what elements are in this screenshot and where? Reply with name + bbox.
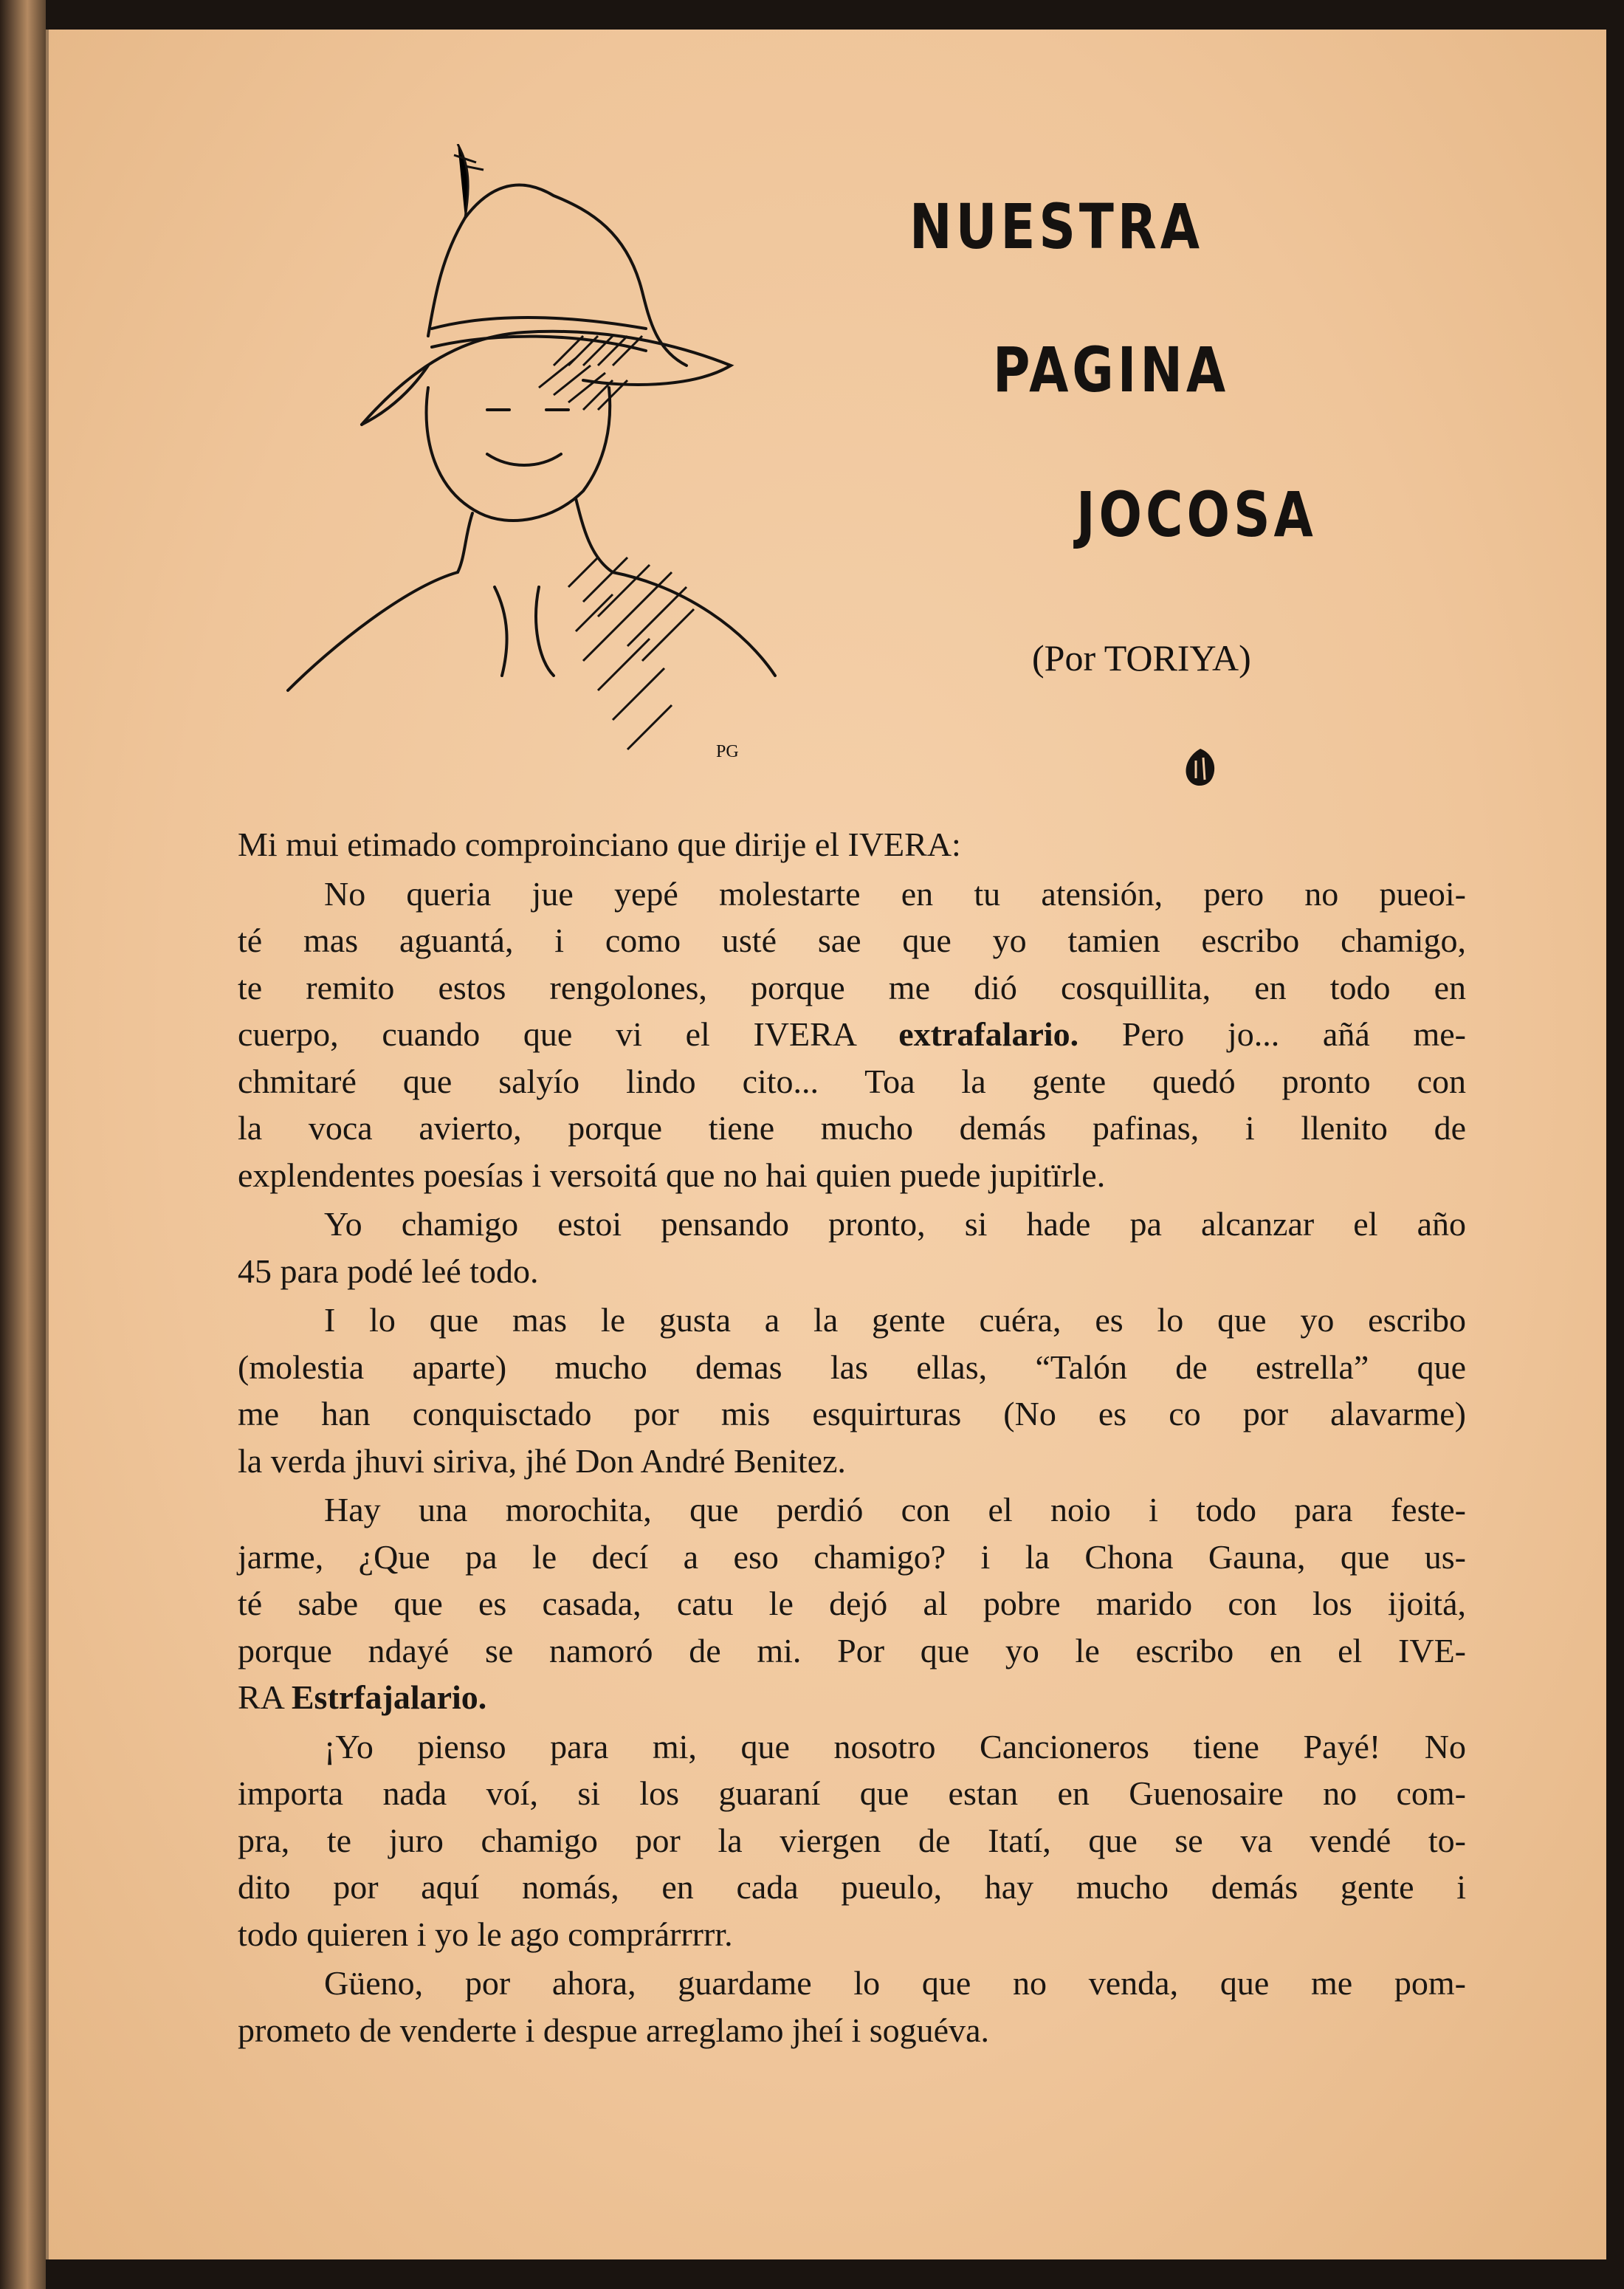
text-line: prometo de venderte i despue arreglamo jheí i soguéva. — [238, 2011, 990, 2049]
paragraph — [238, 1201, 1466, 1294]
text-line: No queria jue yepé molestarte en tu atensión, pero no pueoi- — [324, 874, 1466, 913]
text-line: la voca avierto, porque tiene mucho demás pafinas, i llenito de — [238, 1109, 1466, 1147]
title-line-1: NUESTRA — [909, 191, 1204, 263]
text-line: ¡Yo pienso para mi, que nosotro Cancioneros tiene Payé! No — [324, 1727, 1466, 1765]
author-byline: (Por TORIYA) — [1032, 637, 1251, 679]
paragraph — [238, 1486, 1466, 1721]
text-line: cuerpo, cuando que vi el IVERA extrafalario. Pero jo... añá me- — [238, 1015, 1466, 1053]
text-line: todo quieren i yo le ago comprárrrrr. — [238, 1915, 733, 1953]
text-line: 45 para podé leé todo. — [238, 1252, 539, 1290]
text-line: me han conquisctado por mis esquirturas (No es co por alavarme) — [238, 1395, 1466, 1432]
text-line: chmitaré que salyío lindo cito... Toa la gente quedó pronto con — [238, 1062, 1466, 1100]
text-line: te remito estos rengolones, porque me dió cosquillita, en todo en — [238, 968, 1466, 1006]
illustration-signature: PG — [716, 742, 739, 761]
text-line: pra, te juro chamigo por la viergen de Itatí, que se va vendé to- — [238, 1821, 1466, 1859]
text-line: Yo chamigo estoi pensando pronto, si hade pa alcanzar el año — [324, 1205, 1466, 1243]
paragraph — [238, 821, 1466, 868]
paragraph — [238, 1297, 1466, 1484]
ornament-icon — [1180, 746, 1221, 790]
text-line: té mas aguantá, i como usté sae que yo tamien escribo chamigo, — [238, 922, 1466, 959]
text-line: la verda jhuvi siriva, jhé Don André Benitez. — [238, 1441, 846, 1480]
text-line: importa nada voí, si los guaraní que estan en Guenosaire no com- — [238, 1774, 1466, 1812]
paragraph — [238, 871, 1466, 1199]
text-line: Hay una morochita, que perdió con el noio i todo para feste- — [324, 1491, 1466, 1528]
text-line: RA Estrfajalario. — [238, 1678, 487, 1716]
text-line: jarme, ¿Que pa le decí a eso chamigo? i la Chona Gauna, que us- — [238, 1537, 1466, 1576]
text-line: (molestia aparte) mucho demas las ellas, “Talón de estrella” que — [238, 1348, 1466, 1386]
text-line: té sabe que es casada, catu le dejó al pobre marido con los ijoitá, — [238, 1585, 1466, 1622]
paragraph — [238, 1723, 1466, 1958]
letter-body — [238, 821, 1466, 2056]
title-line-2: PAGINA — [993, 334, 1230, 406]
text-line: dito por aquí nomás, en cada pueulo, hay mucho demás gente i — [238, 1868, 1466, 1906]
text-line: porque ndayé se namoró de mi. Por que yo le escribo en el IVE- — [238, 1631, 1466, 1669]
paragraph — [238, 1960, 1466, 2053]
title-line-3: JOCOSA — [1076, 478, 1317, 551]
text-line: Güeno, por ahora, guardame lo que no venda, que me pom- — [324, 1964, 1466, 2002]
text-line: I lo que mas le gusta a la gente cuéra, es lo que yo escribo — [324, 1301, 1466, 1339]
text-line: explendentes poesías i versoitá que no hai quien puede jupitïrle. — [238, 1156, 1106, 1194]
text-line: Mi mui etimado comproinciano que dirije el IVERA: — [238, 826, 961, 863]
hat-man-illustration — [244, 144, 871, 779]
book-spine-edge — [0, 0, 46, 2289]
